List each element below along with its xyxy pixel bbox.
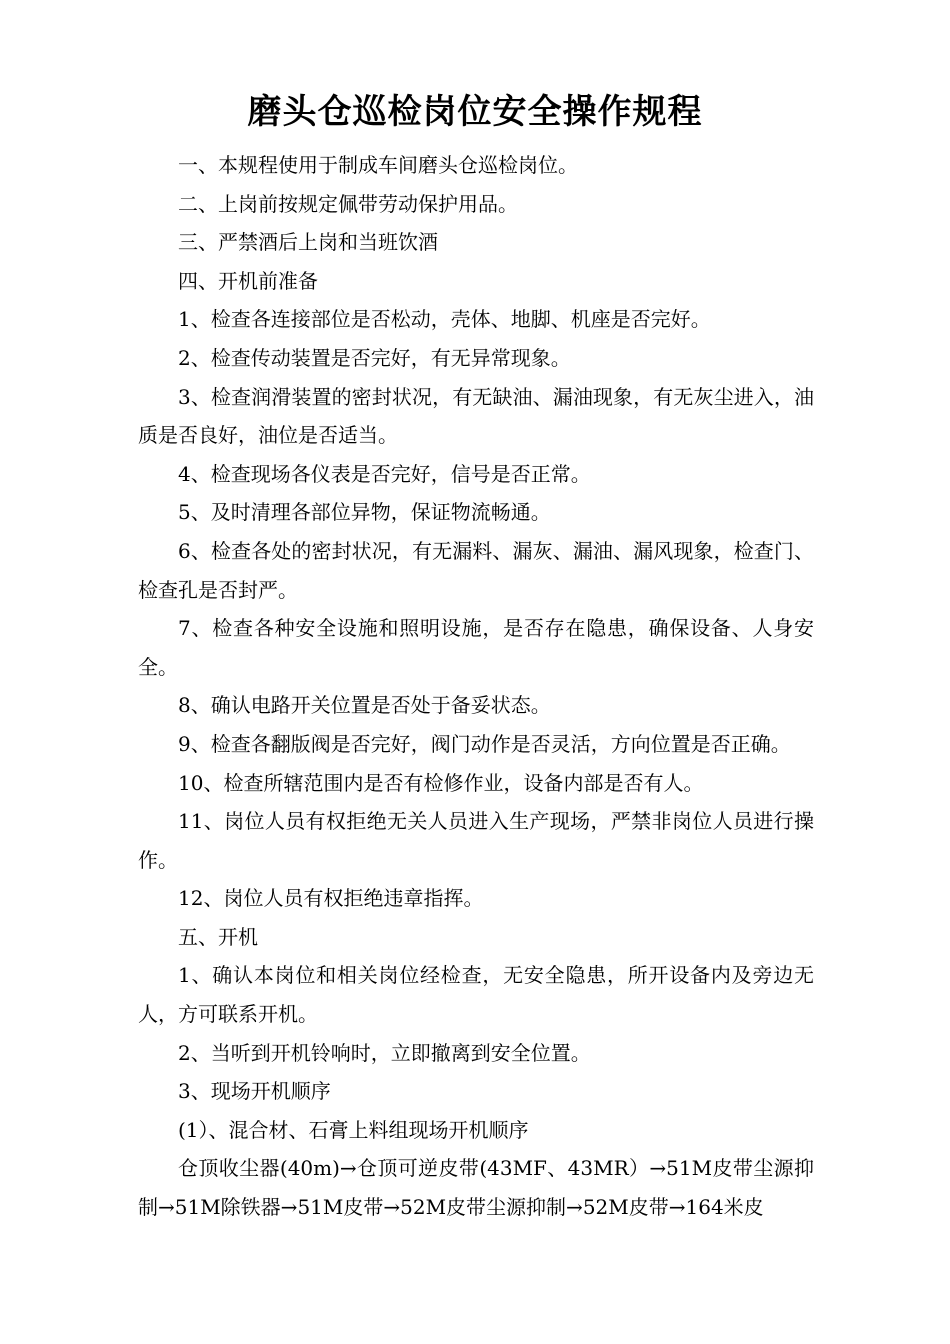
paragraph: 2、当听到开机铃响时，立即撤离到安全位置。 (178, 1040, 591, 1065)
paragraph: 9、检查各翻版阀是否完好，阀门动作是否灵活，方向位置是否正确。 (178, 731, 791, 756)
paragraph: 1、确认本岗位和相关岗位经检查，无安全隐患，所开设备内及旁边无人，方可联系开机。 (138, 963, 814, 1027)
paragraph: 仓顶收尘器(40m)→仓顶可逆皮带(43MF、43MR）→51M皮带尘源抑制→51M除铁器→51M皮带→52M皮带尘源抑制→52M皮带→164米皮 (138, 1156, 814, 1220)
paragraph: 8、确认电路开关位置是否处于备妥状态。 (178, 693, 551, 718)
paragraph: 3、现场开机顺序 (178, 1079, 331, 1104)
paragraph: 二、上岗前按规定佩带劳动保护用品。 (178, 191, 518, 216)
paragraph: 四、开机前准备 (178, 268, 318, 293)
paragraph: (1）、混合材、石膏上料组现场开机顺序 (178, 1117, 529, 1142)
paragraph: 三、严禁酒后上岗和当班饮酒 (178, 230, 438, 255)
paragraph: 3、检查润滑装置的密封状况，有无缺油、漏油现象，有无灰尘进入，油质是否良好，油位是否适当。 (138, 384, 814, 448)
paragraph: 6、检查各处的密封状况，有无漏料、漏灰、漏油、漏风现象，检查门、检查孔是否封严。 (138, 538, 814, 602)
paragraph: 1、检查各连接部位是否松动，壳体、地脚、机座是否完好。 (178, 307, 711, 332)
document-body (138, 146, 814, 1227)
paragraph: 10、检查所辖范围内是否有检修作业，设备内部是否有人。 (178, 770, 704, 795)
paragraph: 12、岗位人员有权拒绝违章指挥。 (178, 886, 484, 911)
paragraph: 5、及时清理各部位异物，保证物流畅通。 (178, 500, 551, 525)
paragraph: 11、岗位人员有权拒绝无关人员进入生产现场，严禁非岗位人员进行操作。 (138, 809, 814, 872)
paragraph: 4、检查现场各仪表是否完好，信号是否正常。 (178, 461, 591, 486)
paragraph: 一、本规程使用于制成车间磨头仓巡检岗位。 (178, 153, 578, 177)
paragraph: 五、开机 (178, 924, 258, 949)
paragraph: 7、检查各种安全设施和照明设施，是否存在隐患，确保设备、人身安全。 (138, 616, 814, 679)
paragraph: 2、检查传动装置是否完好，有无异常现象。 (178, 345, 571, 370)
document-title: 磨头仓巡检岗位安全操作规程 (247, 92, 703, 132)
